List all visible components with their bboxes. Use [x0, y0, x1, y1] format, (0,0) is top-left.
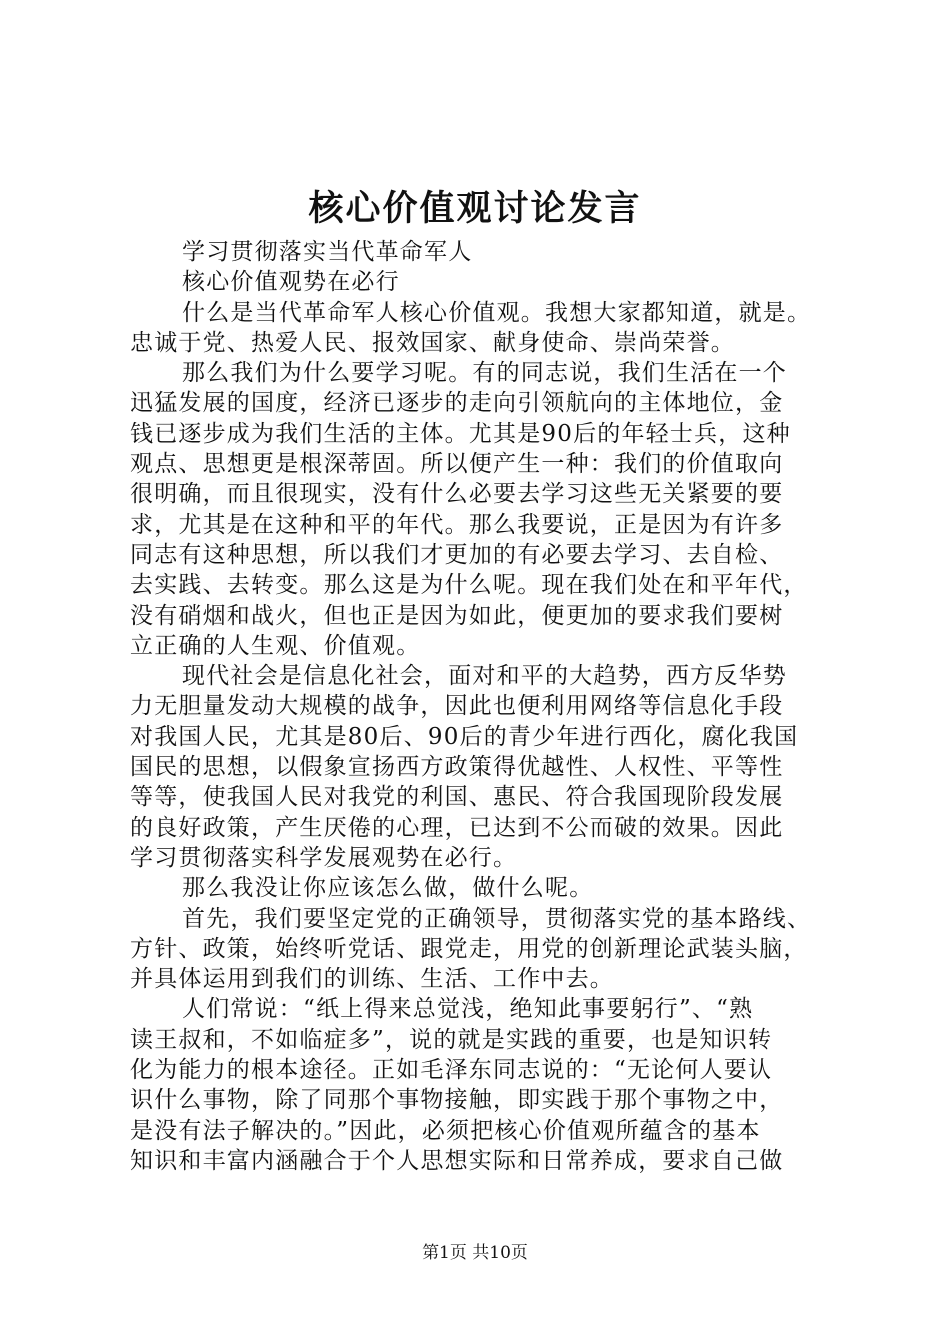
- text-line: 核心价值观势在必行: [182, 269, 400, 296]
- document-body: [130, 237, 835, 1176]
- text-line: 学习贯彻落实科学发展观势在必行。: [130, 844, 518, 871]
- text-line: 对我国人民，尤其是80后、90后的青少年进行西化，腐化我国: [130, 723, 799, 750]
- document-title: 核心价值观讨论发言: [308, 188, 642, 229]
- text-line: 化为能力的根本途径。正如毛泽东同志说的：“无论何人要认: [130, 1057, 773, 1084]
- text-line: 是没有法子解决的。”因此，必须把核心价值观所蕴含的基本: [130, 1117, 761, 1144]
- text-line: 国民的思想，以假象宣扬西方政策得优越性、人权性、平等性: [130, 754, 784, 781]
- text-line: 那么我们为什么要学习呢。有的同志说，我们生活在一个: [182, 360, 787, 387]
- text-line: 并具体运用到我们的训练、生活、工作中去。: [130, 966, 614, 993]
- text-line: 等等，使我国人民对我党的利国、惠民、符合我国现阶段发展: [130, 784, 784, 811]
- text-line: 同志有这种思想，所以我们才更加的有必要去学习、去自检、: [130, 541, 784, 568]
- text-line: 很明确，而且很现实，没有什么必要去学习这些无关紧要的要: [130, 481, 784, 508]
- text-line: 立正确的人生观、价值观。: [130, 632, 421, 659]
- text-line: 去实践、去转变。那么这是为什么呢。现在我们处在和平年代，: [130, 572, 808, 599]
- text-line: 方针、政策，始终听党话、跟党走，用党的创新理论武装头脑，: [130, 935, 808, 962]
- text-line: 首先，我们要坚定党的正确领导，贯彻落实党的基本路线、: [182, 905, 812, 932]
- text-line: 人们常说：“纸上得来总觉浅，绝知此事要躬行”、“熟: [182, 996, 754, 1023]
- text-line: 钱已逐步成为我们生活的主体。尤其是90后的年轻士兵，这种: [130, 420, 791, 447]
- text-line: 迅猛发展的国度，经济已逐步的走向引领航向的主体地位，金: [130, 390, 784, 417]
- text-line: 现代社会是信息化社会，面对和平的大趋势，西方反华势: [182, 663, 787, 690]
- text-line: 没有硝烟和战火，但也正是因为如此，便更加的要求我们要树: [130, 602, 784, 629]
- text-line: 那么我没让你应该怎么做，做什么呢。: [182, 875, 594, 902]
- text-line: 忠诚于党、热爱人民、报效国家、献身使命、崇尚荣誉。: [130, 329, 735, 356]
- text-line: 的良好政策，产生厌倦的心理，已达到不公而破的效果。因此: [130, 814, 784, 841]
- text-line: 学习贯彻落实当代革命军人: [182, 239, 473, 265]
- text-line: 求，尤其是在这种和平的年代。那么我要说，正是因为有许多: [130, 511, 784, 538]
- text-line: 什么是当代革命军人核心价值观。我想大家都知道，就是。: [182, 299, 812, 326]
- text-line: 观点、思想更是根深蒂固。所以便产生一种：我们的价值取向: [130, 451, 784, 478]
- text-line: 识什么事物，除了同那个事物接触，即实践于那个事物之中，: [130, 1087, 784, 1114]
- page-footer: 第1页 共10页: [422, 1243, 528, 1263]
- text-line: 力无胆量发动大规模的战争，因此也便利用网络等信息化手段: [130, 693, 784, 720]
- text-line: 读王叔和，不如临症多”，说的就是实践的重要，也是知识转: [130, 1026, 773, 1053]
- text-line: 知识和丰富内涵融合于个人思想实际和日常养成，要求自己做: [130, 1147, 784, 1174]
